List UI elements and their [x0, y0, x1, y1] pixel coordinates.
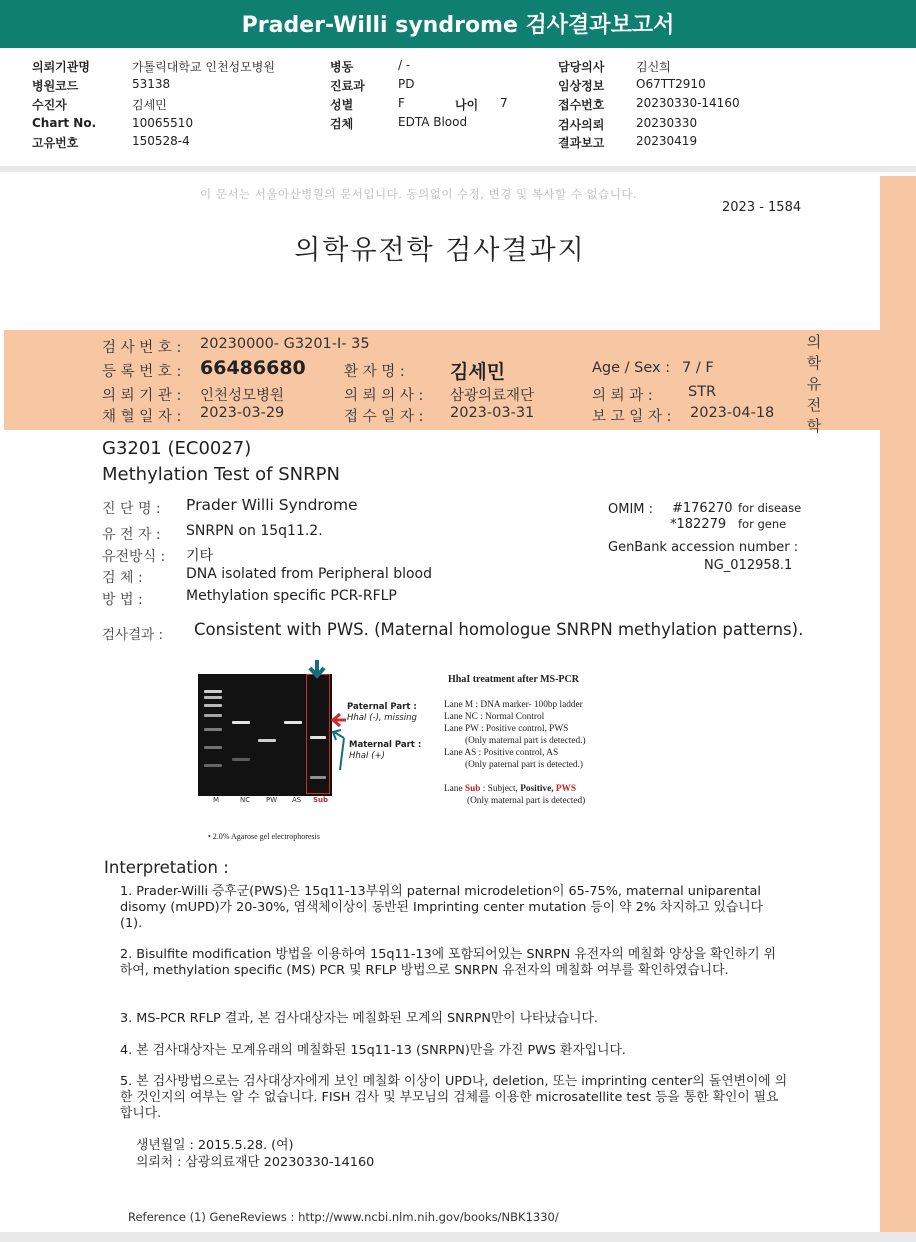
report-title: Prader-Willi syndrome 검사결과보고서 — [0, 0, 916, 48]
patient-label: 환 자 명 : — [344, 364, 405, 380]
header-label: 진료과 — [330, 79, 365, 93]
header-label: Chart No. — [32, 116, 97, 130]
interpretation-2: 2. Bisulfite modification 방법을 이용하여 15q11-13에 포함되어있는 SNRPN 유전자의 메칠화 양상을 확인하기 위하여, methylation specific (MS) PCR 및 RFLP 방법으로 SNRPN 유전자의 메칠화 여부를 확인하였습니다. — [120, 947, 777, 978]
result-label: 검사결과 : — [102, 627, 164, 643]
legend-sub-word: Sub — [464, 784, 481, 794]
gel-arrows — [300, 658, 360, 788]
lane-label: Sub — [313, 796, 329, 804]
lane-label: AS — [292, 796, 302, 804]
interpretation-3: 3. MS-PCR RFLP 결과, 본 검사대상자는 메칠화된 모계의 SNRPN만이 나타났습니다. — [120, 1011, 598, 1026]
legend-subject-line — [444, 784, 576, 794]
document-number: 2023 - 1584 — [722, 200, 802, 215]
header-label: 검체 — [330, 117, 354, 131]
omim-gene: *182279 — [670, 517, 727, 532]
teal-arrow-icon — [333, 730, 344, 770]
red-arrow-icon — [333, 714, 346, 726]
sample: DNA isolated from Peripheral blood — [186, 566, 433, 582]
patient-name: 김세민 — [450, 361, 506, 383]
header-label: 고유번호 — [32, 136, 79, 150]
down-arrow-icon — [310, 660, 324, 676]
header-value: F — [398, 96, 405, 110]
legend-line: Lane M : DNA marker- 100bp ladder — [444, 700, 583, 710]
header-label: 임상정보 — [558, 79, 605, 93]
header-label: 접수번호 — [558, 98, 605, 112]
side-accent-bar — [880, 176, 916, 1232]
legend-title: HhaI treatment after MS-PCR — [448, 674, 579, 685]
header-value: 김세민 — [132, 98, 167, 112]
header-value: 10065510 — [132, 116, 194, 130]
header-value: 53138 — [132, 77, 171, 91]
report-label: 보 고 일 자 : — [592, 409, 672, 425]
age-sex-label: Age / Sex : — [592, 360, 671, 376]
dept: STR — [688, 384, 717, 400]
header-label: 병동 — [330, 60, 354, 74]
requester: 의뢰처 : 삼광의료재단 20230330-14160 — [136, 1155, 375, 1170]
vertical-label — [806, 332, 822, 437]
interpretation-title: Interpretation : — [104, 858, 229, 877]
method: Methylation specific PCR-RFLP — [186, 588, 397, 604]
reference: Reference (1) GeneReviews : http://www.ncbi.nlm.nih.gov/books/NBK1330/ — [128, 1210, 559, 1224]
legend-line: (Only maternal part is detected.) — [465, 736, 586, 746]
reg-no-label: 등 록 번 호 : — [102, 364, 182, 380]
vertical-char: 학 — [806, 354, 822, 372]
paternal-note: HhaI (-), missing — [347, 713, 417, 723]
legend-sub-positive: Positive, — [520, 784, 554, 794]
inheritance-label: 유전방식 : — [102, 549, 166, 565]
method-label: 방 법 : — [102, 592, 143, 608]
legend-sub-rest: : Subject, — [482, 784, 518, 794]
inheritance: 기타 — [186, 548, 214, 564]
header-value: / - — [398, 58, 411, 72]
header-value: 김신희 — [636, 60, 671, 74]
header-value: 20230330 — [636, 116, 698, 130]
draw-date: 2023-03-29 — [200, 405, 285, 421]
header-label: 성별 — [330, 98, 354, 112]
vertical-char: 유 — [806, 375, 822, 393]
interpretation-4: 4. 본 검사대상자는 모계유래의 메칠화된 15q11-13 (SNRPN)만을 가진 PWS 환자입니다. — [120, 1043, 626, 1058]
header-value: 가톨릭대학교 인천성모병원 — [132, 60, 275, 74]
lane-label: M — [213, 796, 220, 804]
report-header — [0, 48, 916, 166]
receive-date: 2023-03-31 — [450, 405, 535, 421]
header-value: 150528-4 — [132, 134, 190, 148]
test-name: Methylation Test of SNRPN — [102, 464, 340, 485]
inst: 인천성모병원 — [200, 388, 285, 404]
doctor: 삼광의료재단 — [450, 388, 535, 404]
header-value: EDTA Blood — [398, 115, 468, 129]
header-label: 병원코드 — [32, 79, 79, 93]
exam-no-label: 검 사 번 호 : — [102, 340, 182, 356]
copy-warning: 이 문서는 서울아산병원의 문서입니다. 동의없이 수정, 변경 및 복사할 수 없습니다. — [200, 187, 638, 201]
diagnosis-label: 진 단 명 : — [102, 501, 161, 517]
document-title: 의학유전학 검사결과지 — [294, 235, 586, 266]
genbank-number: NG_012958.1 — [704, 558, 793, 573]
receive-label: 접 수 일 자 : — [344, 409, 424, 425]
omim-label: OMIM : — [608, 502, 654, 517]
header-label: 검사의뢰 — [558, 118, 605, 132]
interpretation-1: 1. Prader-Willi 증후군(PWS)은 15q11-13부위의 paternal microdeletion이 65-75%, maternal uniparental disomy (mUPD)가 20-30%, 염색체이상이 동반된 Imprinting center mutation 등이 약 2% 차지하고 있습니다 (1). — [120, 884, 763, 931]
legend-line: (Only paternal part is detected.) — [465, 760, 583, 770]
vertical-char: 전 — [806, 396, 822, 414]
legend-sub-prefix: Lane — [444, 784, 463, 794]
diagnosis: Prader Willi Syndrome — [186, 496, 358, 514]
header-value: 20230419 — [636, 134, 698, 148]
genbank-label: GenBank accession number : — [608, 540, 799, 555]
maternal-note: HhaI (+) — [349, 751, 385, 761]
sample-label: 검 체 : — [102, 570, 143, 586]
omim-disease: #176270 — [672, 501, 733, 516]
legend-line: Lane NC : Normal Control — [444, 712, 545, 722]
test-code: G3201 (EC0027) — [102, 438, 252, 459]
header-label: 의뢰기관명 — [32, 60, 90, 74]
legend-line: Lane AS : Positive control, AS — [444, 748, 559, 758]
header-label: 결과보고 — [558, 136, 605, 150]
gene: SNRPN on 15q11.2. — [186, 523, 323, 539]
doctor-label: 의 뢰 의 사 : — [344, 388, 424, 404]
exam-no: 20230000- G3201-I- 35 — [200, 336, 370, 352]
header-label: 나이 — [455, 98, 479, 112]
header-label: 수진자 — [32, 98, 67, 112]
maternal-title: Maternal Part : — [349, 740, 422, 750]
gene-label: 유 전 자 : — [102, 527, 161, 543]
draw-label: 채 혈 일 자 : — [102, 409, 182, 425]
inst-label: 의 뢰 기 관 : — [102, 388, 182, 404]
result-text: Consistent with PWS. (Maternal homologue SNRPN methylation patterns). — [194, 620, 804, 639]
gel-caption: • 2.0% Agarose gel electrophoresis — [208, 832, 320, 841]
header-value: 7 — [500, 96, 508, 110]
report-date: 2023-04-18 — [690, 405, 775, 421]
paternal-title: Paternal Part : — [347, 702, 417, 712]
lane-label: PW — [266, 796, 278, 804]
legend-sub-note: (Only maternal part is detected) — [467, 796, 586, 806]
omim-disease-note: for disease — [738, 501, 802, 515]
lane-label: NC — [240, 796, 251, 804]
header-value: 20230330-14160 — [636, 96, 740, 110]
scanned-document — [0, 172, 916, 1232]
vertical-char: 학 — [806, 417, 822, 435]
age-sex: 7 / F — [682, 360, 714, 376]
header-label: 담당의사 — [558, 60, 605, 74]
header-value: O67TT2910 — [636, 77, 706, 91]
legend-sub-pws: PWS — [555, 784, 577, 794]
header-value: PD — [398, 77, 415, 91]
omim-gene-note: for gene — [738, 517, 787, 531]
dept-label: 의 뢰 과 : — [592, 388, 653, 404]
reg-no: 66486680 — [200, 357, 306, 379]
vertical-char: 의 — [806, 333, 822, 351]
date-of-birth: 생년월일 : 2015.5.28. (여) — [136, 1138, 294, 1153]
interpretation-5: 5. 본 검사방법으로는 검사대상자에게 보인 메칠화 이상이 UPD나, deletion, 또는 imprinting center의 돌연변이에 의한 것인지의 여부는 알 수 없습니다. FISH 검사 및 부모님의 검체를 이용한 microsatellite test 등을 통한 확인이 필요합니다. — [120, 1074, 788, 1121]
legend-line: Lane PW : Positive control, PWS — [444, 724, 569, 734]
